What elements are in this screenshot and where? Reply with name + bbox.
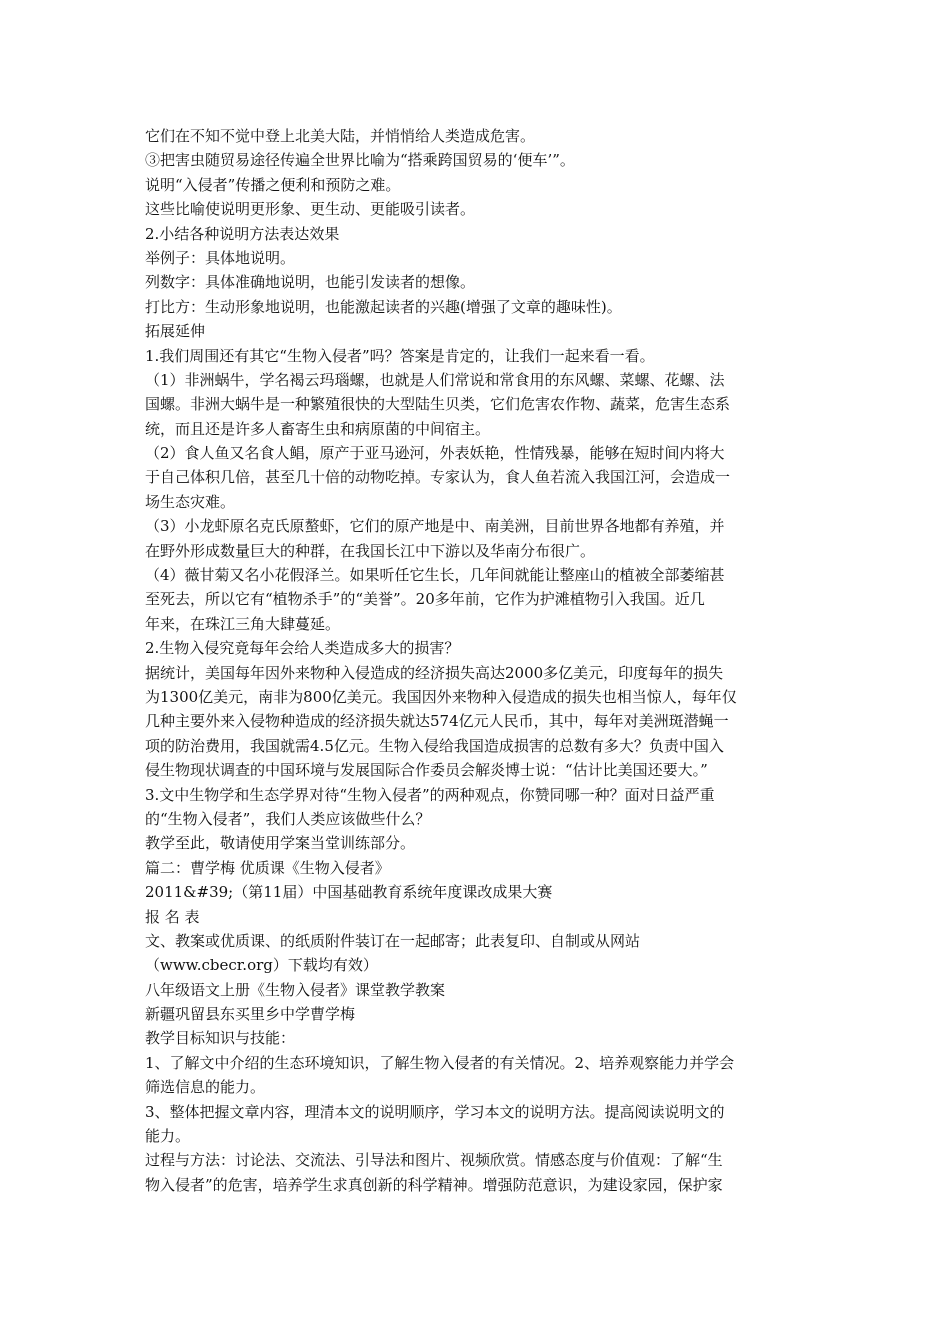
text-line: 举例子：具体地说明。 (145, 248, 296, 267)
text-line: 于自己体积几倍，甚至几十倍的动物吃掉。专家认为，食人鱼若流入我国江河，会造成一 (145, 468, 731, 487)
section-heading: 拓展延伸 (145, 322, 206, 341)
text-line: 国螺。非洲大蜗牛是一种繁殖很快的大型陆生贝类，它们危害农作物、蔬菜，危害生态系 (145, 395, 731, 414)
text-line: 过程与方法：讨论法、交流法、引导法和图片、视频欣赏。情感态度与价值观：了解“生 (145, 1151, 723, 1170)
text-line: 1、了解文中介绍的生态环境知识，了解生物入侵者的有关情况。2、培养观察能力并学会 (145, 1053, 735, 1072)
text-line: 新疆巩留县东买里乡中学曹学梅 (145, 1005, 356, 1024)
text-line: （www.cbecr.org）下载均有效） (145, 956, 378, 975)
text-line: 为1300亿美元，南非为800亿美元。我国因外来物种入侵造成的损失也相当惊人，每年仅 (145, 687, 737, 706)
text-line: 它们在不知不觉中登上北美大陆，并悄悄给人类造成危害。 (145, 127, 536, 145)
text-line: 八年级语文上册《生物入侵者》课堂教学教案 (145, 980, 446, 999)
text-line: 2.生物入侵究竟每年会给人类造成多大的损害？ (145, 639, 460, 658)
section-heading: 2.小结各种说明方法表达效果 (145, 224, 340, 243)
text-line: （4）薇甘菊又名小花假泽兰。如果听任它生长，几年间就能让整座山的植被全部萎缩甚 (145, 566, 725, 585)
text-line: 场生态灾难。 (145, 492, 236, 511)
text-line: 3.文中生物学和生态学界对待“生物入侵者”的两种观点，你赞同哪一种？面对日益严重 (145, 785, 715, 804)
text-line: 筛选信息的能力。 (145, 1078, 266, 1097)
text-line: 文、教案或优质课、的纸质附件装订在一起邮寄；此表复印、自制或从网站 (145, 931, 641, 950)
section-heading: 篇二：曹学梅 优质课《生物入侵者》 (145, 858, 390, 877)
document-page (145, 124, 805, 1197)
text-line: 项的防治费用，我国就需4.5亿元。生物入侵给我国造成损害的总数有多大？负责中国入 (145, 736, 724, 755)
text-line: （2）食人鱼又名食人鲳，原产于亚马逊河，外表妖艳，性情残暴，能够在短时间内将大 (145, 444, 725, 463)
text-line: 说明“入侵者”传播之便利和预防之难。 (145, 175, 401, 194)
text-line: 几种主要外来入侵物种造成的经济损失就达574亿元人民币，其中，每年对美洲斑潜蝇一 (145, 712, 729, 731)
text-line: 的“生物入侵者”，我们人类应该做些什么？ (145, 809, 431, 828)
text-line: 统，而且还是许多人畜寄生虫和病原菌的中间宿主。 (145, 419, 491, 438)
text-line: 教学目标知识与技能： (145, 1029, 296, 1048)
text-line: 据统计，美国每年因外来物种入侵造成的经济损失高达2000多亿美元，印度每年的损失 (145, 663, 724, 682)
text-line: 年来，在珠江三角大肆蔓延。 (145, 614, 341, 633)
text-line: 物入侵者”的危害，培养学生求真创新的科学精神。增强防范意识，为建设家园，保护家 (145, 1175, 723, 1194)
text-line: ③把害虫随贸易途径传遍全世界比喻为“搭乘跨国贸易的‘便车’”。 (145, 151, 575, 170)
text-line: 报 名 表 (145, 907, 200, 926)
text-line: 教学至此，敬请使用学案当堂训练部分。 (145, 834, 416, 853)
text-line: 这些比喻使说明更形象、更生动、更能吸引读者。 (145, 200, 476, 219)
text-line: 在野外形成数量巨大的种群，在我国长江中下游以及华南分布很广。 (145, 541, 596, 560)
text-line: （1）非洲蜗牛，学名褐云玛瑙螺，也就是人们常说和常食用的东风螺、菜螺、花螺、法 (145, 370, 725, 389)
text-line: 能力。 (145, 1127, 191, 1146)
text-line: 至死去，所以它有“植物杀手”的“美誉”。20多年前，它作为护滩植物引入我国。近几 (145, 590, 705, 609)
text-line: 1.我们周围还有其它“生物入侵者”吗？答案是肯定的，让我们一起来看一看。 (145, 346, 655, 365)
text-line: 打比方：生动形象地说明，也能激起读者的兴趣(增强了文章的趣味性)。 (145, 297, 622, 316)
text-line: 2011&#39;（第11届）中国基础教育系统年度课改成果大赛 (145, 883, 553, 902)
text-line: 3、整体把握文章内容，理清本文的说明顺序，学习本文的说明方法。提高阅读说明文的 (145, 1102, 725, 1121)
text-line: 侵生物现状调查的中国环境与发展国际合作委员会解炎博士说：“估计比美国还要大。” (145, 761, 708, 780)
text-line: （3）小龙虾原名克氏原螯虾，它们的原产地是中、南美洲，目前世界各地都有养殖，并 (145, 517, 725, 536)
text-line: 列数字：具体准确地说明，也能引发读者的想像。 (145, 273, 476, 292)
